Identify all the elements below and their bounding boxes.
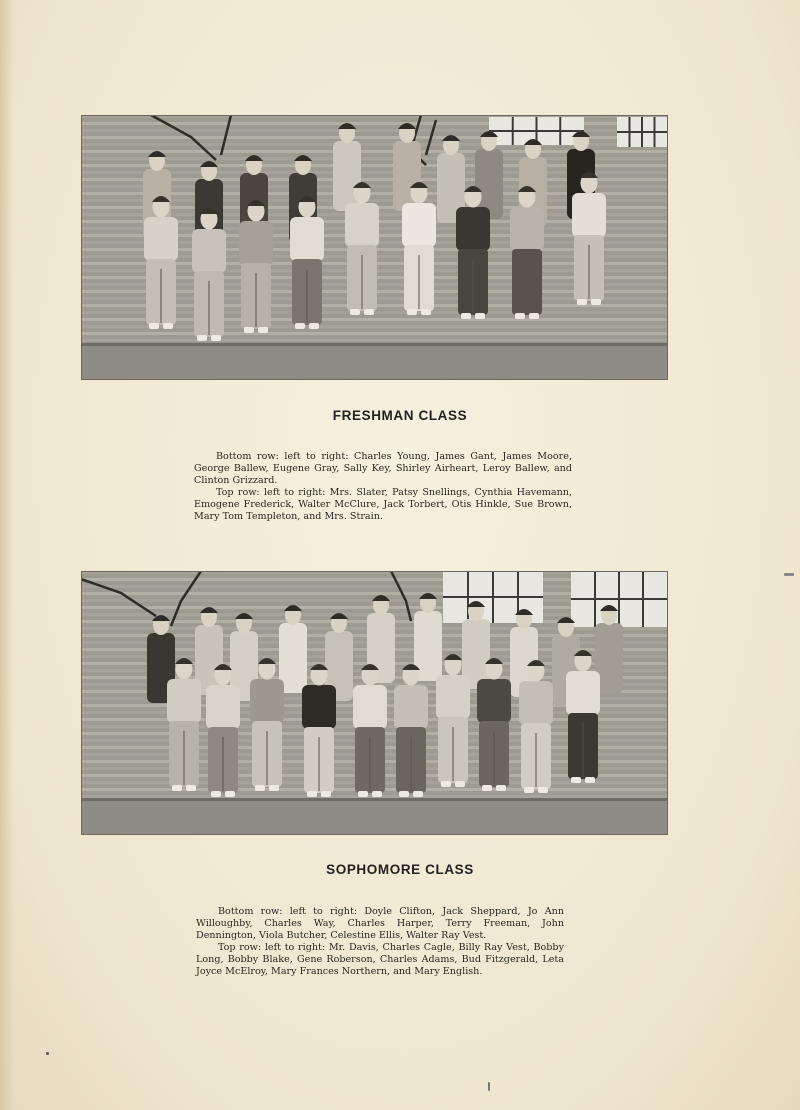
freshman-top-row-caption: Top row: left to right: Mrs. Slater, Patsy Snellings, Cynthia Havemann, Emogene Frederick, Walter McClure, Jack Torbert, Otis Hinkle, Sue Brown, Mary Tom Templeton, and Mrs. Strain.: [194, 487, 572, 522]
page-edge-shadow: [0, 0, 14, 1110]
freshman-class-title: FRESHMAN CLASS: [332, 408, 468, 423]
sophomore-top-row-caption: Top row: left to right: Mr. Davis, Charles Cagle, Billy Ray Vest, Bobby Long, Bobby Blake, Gene Roberson, Charles Adams, Bud Fitzgerald, Leta Joyce McElroy, Mary Frances Northern, and Mary English.: [196, 942, 564, 977]
freshman-bottom-row-caption: Bottom row: left to right: Charles Young, James Gant, James Moore, George Ballew, Eugene Gray, Sally Key, Shirley Airheart, Leroy Ballew, and Clinton Grizzard.: [194, 451, 572, 486]
freshman-caption: [194, 451, 572, 523]
paper-speck: [784, 573, 794, 576]
sophomore-class-photo: [81, 571, 668, 835]
paper-speck: [488, 1082, 490, 1091]
sophomore-bottom-row-caption: Bottom row: left to right: Doyle Clifton, Jack Sheppard, Jo Ann Willoughby, Charles Way, Charles Harper, Terry Freeman, John Dennington, Viola Butcher, Celestine Ellis, Walter Ray Vest.: [196, 906, 564, 941]
sophomore-caption: [196, 906, 564, 978]
freshman-class-photo: [81, 115, 668, 380]
paper-speck: [46, 1052, 49, 1055]
sophomore-class-title: SOPHOMORE CLASS: [326, 862, 474, 877]
